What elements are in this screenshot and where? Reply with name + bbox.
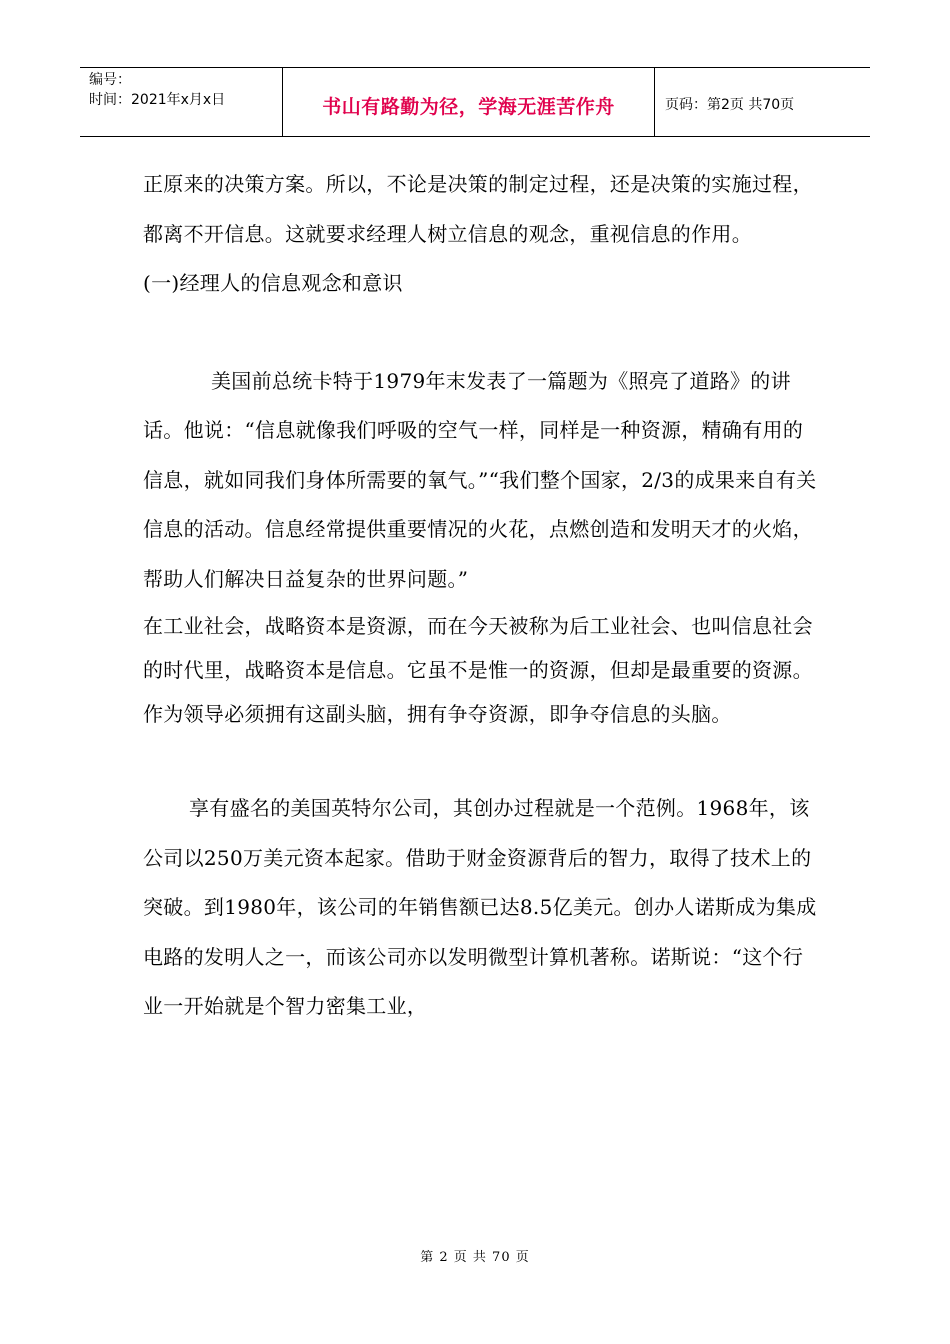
header-motto-cell	[283, 68, 655, 136]
header-motto: 书山有路勤为径，学海无涯苦作舟	[322, 95, 615, 118]
section-heading: (一)经理人的信息观念和意识	[143, 271, 403, 295]
header-page-info: 页码：第2页 共70页	[665, 97, 795, 113]
document-body	[143, 160, 823, 1032]
page-footer: 第 2 页 共 70 页	[420, 1250, 530, 1265]
paragraph-decision-info: 正原来的决策方案。所以，不论是决策的制定过程，还是决策的实施过程，都离不开信息。这就要求经理人树立信息的观念，重视信息的作用。	[143, 172, 813, 246]
paragraph-gap	[143, 309, 823, 357]
document-time-label: 时间：2021年x月x日	[89, 92, 226, 108]
paragraph-gap	[143, 736, 823, 784]
page-header	[80, 67, 870, 137]
paragraph-intel-example: 享有盛名的美国英特尔公司，其创办过程就是一个范例。1968年，该公司以250万美元资本起家。借助于财金资源背后的智力，取得了技术上的突破。到1980年，该公司的年销售额已达8.5亿美元。创办人诺斯成为集成电路的发明人之一，而该公司亦以发明微型计算机著称。诺斯说：“这个行业一开始就是个智力密集工业，	[143, 796, 817, 1018]
paragraph-carter-speech: 美国前总统卡特于1979年末发表了一篇题为《照亮了道路》的讲话。他说：“信息就像我们呼吸的空气一样，同样是一种资源，精确有用的信息，就如同我们身体所需要的氧气。”“我们整个国家，2/3的成果来自有关信息的活动。信息经常提供重要情况的火花，点燃创造和发明天才的火焰，帮助人们解决日益复杂的世界问题。”	[143, 368, 817, 591]
paragraph-strategic-capital: 在工业社会，战略资本是资源，而在今天被称为后工业社会、也叫信息社会的时代里，战略资本是信息。它虽不是惟一的资源，但却是最重要的资源。作为领导必须拥有这副头脑，拥有争夺资源，即争夺信息的头脑。	[143, 614, 813, 726]
document-number-label: 编号：	[89, 72, 131, 88]
header-meta-cell	[80, 68, 283, 136]
header-page-cell	[655, 68, 870, 136]
